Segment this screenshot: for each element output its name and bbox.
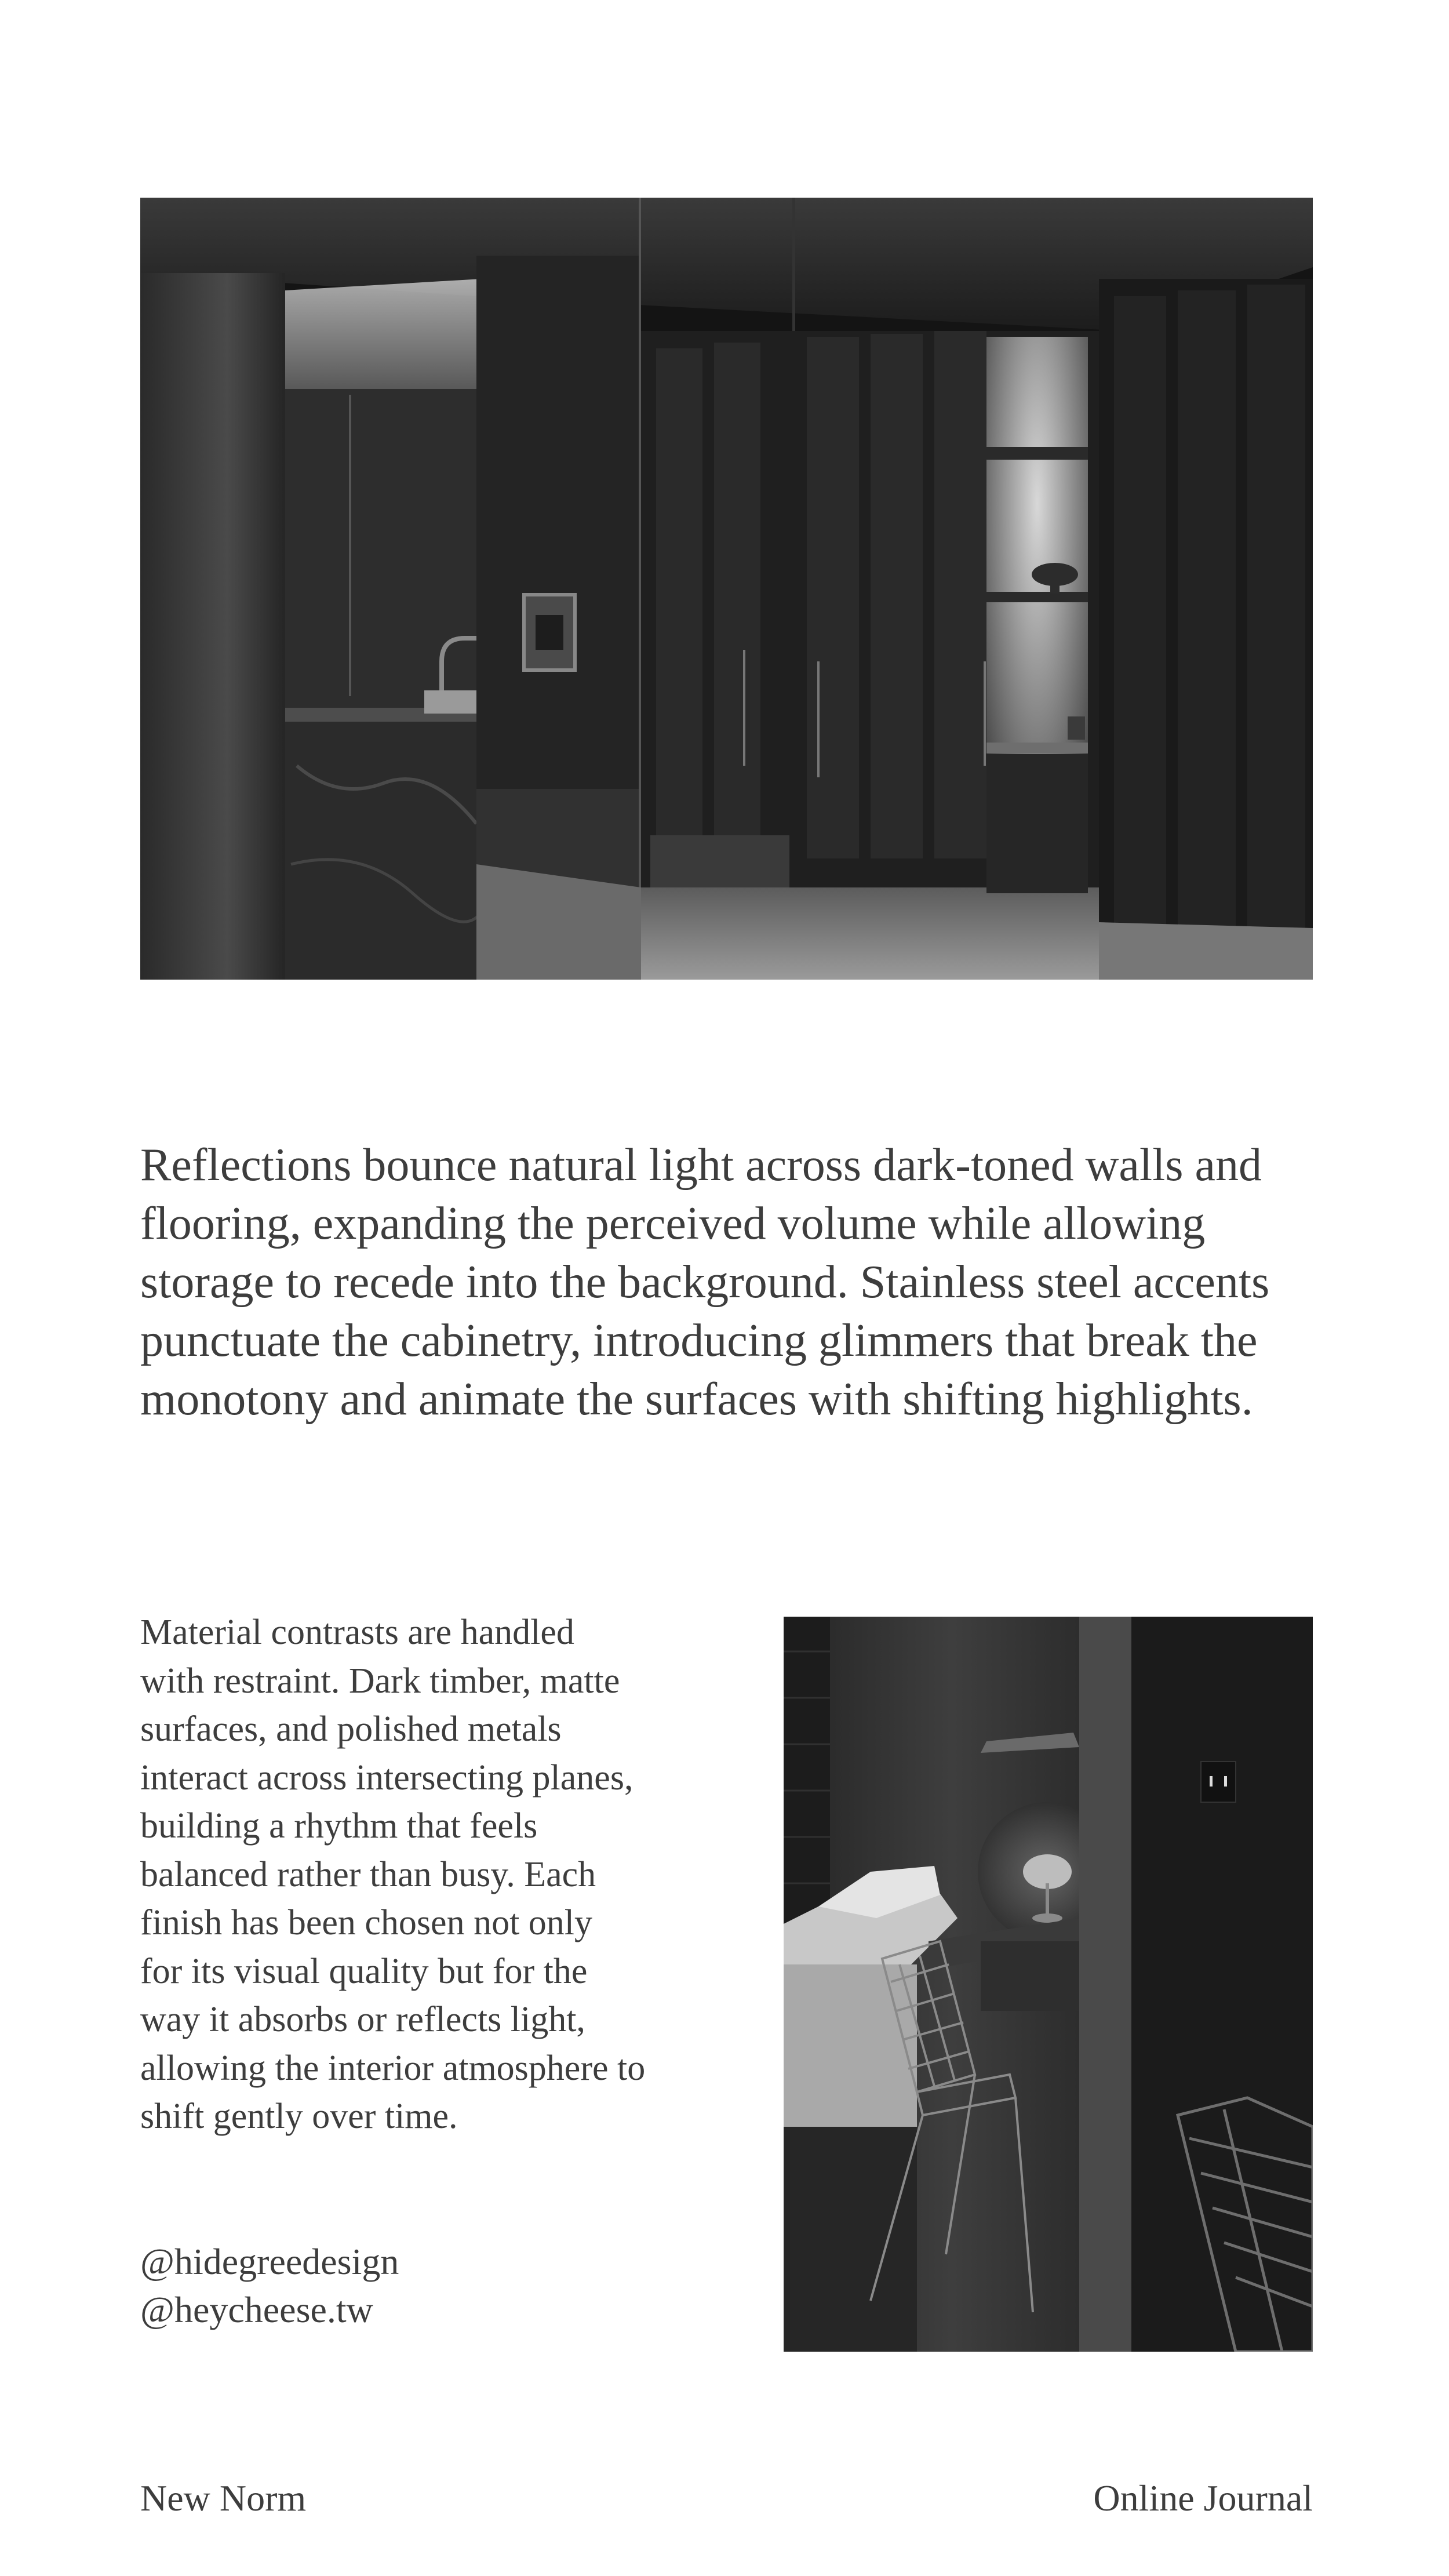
body-paragraph	[140, 1609, 731, 2141]
credit-handle-link[interactable]: @heycheese.tw	[140, 2289, 373, 2330]
body-line: balanced rather than busy. Each	[140, 1854, 596, 1894]
footer-publication[interactable]: Online Journal	[1093, 2477, 1313, 2519]
lead-line: flooring, expanding the perceived volume while allowing	[140, 1198, 1206, 1249]
body-line: building a rhythm that feels	[140, 1806, 538, 1846]
body-line: Material contrasts are handled	[140, 1613, 574, 1652]
hero-photo	[140, 198, 1313, 980]
body-line: surfaces, and polished metals	[140, 1709, 562, 1749]
lead-line: monotony and animate the surfaces with shifting highlights.	[140, 1374, 1253, 1425]
body-line: allowing the interior atmosphere to	[140, 2048, 646, 2088]
lead-line: punctuate the cabinetry, introducing glimmers that break the	[140, 1315, 1258, 1366]
lead-paragraph	[140, 1136, 1328, 1429]
hero-photo-art	[140, 198, 1313, 980]
bedroom-photo-art	[784, 1617, 1313, 2352]
body-line: finish has been chosen not only	[140, 1903, 593, 1942]
lead-line: Reflections bounce natural light across dark-toned walls and	[140, 1140, 1262, 1191]
body-line: shift gently over time.	[140, 2097, 458, 2136]
credits	[140, 2237, 399, 2334]
lead-line: storage to recede into the background. Stainless steel accents	[140, 1257, 1270, 1308]
footer-brand[interactable]: New Norm	[140, 2477, 307, 2519]
body-line: for its visual quality but for the	[140, 1951, 588, 1991]
credit-handle-link[interactable]: @hidegreedesign	[140, 2241, 399, 2282]
body-line: interact across intersecting planes,	[140, 1758, 634, 1798]
body-line: way it absorbs or reflects light,	[140, 2000, 585, 2039]
bedroom-photo	[784, 1617, 1313, 2352]
body-line: with restraint. Dark timber, matte	[140, 1661, 620, 1701]
